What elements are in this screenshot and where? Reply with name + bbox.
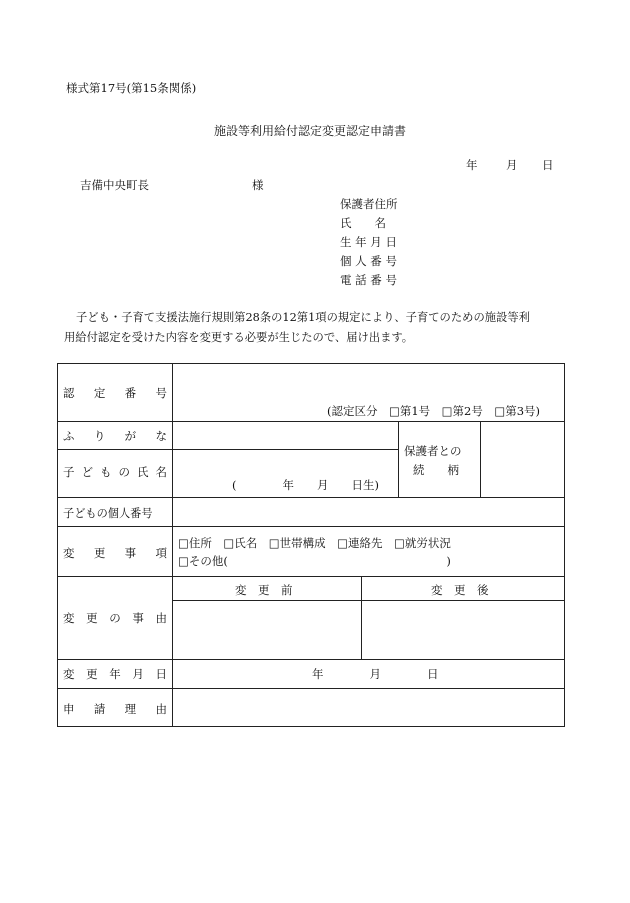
change-items-label: 変更事項	[63, 546, 167, 560]
date-month: 月	[506, 158, 518, 172]
before-change-label: 変 更 前	[235, 583, 293, 597]
applicant-name-label: 氏 名	[340, 216, 386, 230]
after-change-label: 変 更 後	[431, 583, 489, 597]
page-title: 施設等利用給付認定変更認定申請書	[214, 124, 407, 138]
change-items-options: □住所 □氏名 □世帯構成 □連絡先 □就労状況	[178, 536, 451, 550]
apply-reason-label: 申請理由	[63, 702, 167, 716]
change-date-value: 年 月 日	[312, 667, 439, 681]
cert-category: (認定区分 □第1号 □第2号 □第3号)	[327, 404, 541, 418]
relationship-label-2: 続 柄	[413, 463, 459, 477]
applicant-phone-label: 電 話 番 号	[340, 273, 397, 287]
form-number: 様式第17号(第15条関係)	[66, 81, 197, 95]
change-reason-label: 変更の事由	[63, 611, 167, 625]
applicant-birth-label: 生 年 月 日	[340, 235, 397, 249]
change-items-other: □その他( )	[178, 554, 451, 568]
body-text-line-2: 用給付認定を受けた内容を変更する必要が生じたので、届け出ます。	[64, 331, 414, 344]
application-table	[57, 363, 565, 727]
child-name-label: 子どもの氏名	[63, 465, 167, 479]
addressee: 吉備中央町長	[80, 178, 149, 192]
change-date-label: 変更年月日	[63, 667, 167, 681]
applicant-address-label: 保護者住所	[340, 197, 398, 211]
cert-number-label: 認定番号	[63, 386, 167, 400]
child-personal-number-label: 子どもの個人番号	[63, 507, 153, 520]
applicant-personal-no-label: 個 人 番 号	[340, 254, 397, 268]
body-text-line-1: 子ども・子育て支援法施行規則第28条の12第1項の規定により、子育てのための施設等利	[76, 311, 530, 324]
relationship-label-1: 保護者との	[404, 444, 462, 458]
date-day: 日	[542, 158, 554, 172]
date-year: 年	[466, 158, 478, 172]
child-birth-date: ( 年 月 日生)	[232, 478, 379, 492]
addressee-honorific: 様	[252, 178, 264, 192]
furigana-label: ふりがな	[63, 429, 167, 443]
